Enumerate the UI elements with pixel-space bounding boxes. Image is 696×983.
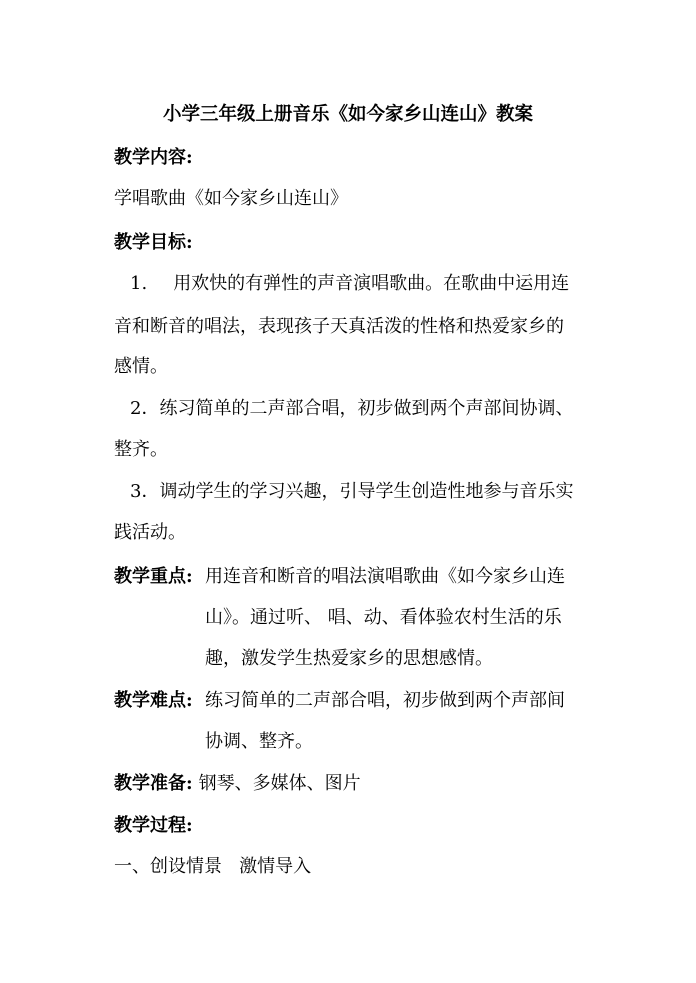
- goal-2-line-2: 整齐。: [114, 439, 168, 460]
- goal-1-line-3: 感情。: [114, 356, 168, 377]
- content-text: 学唱歌曲《如今家乡山连山》: [114, 188, 348, 209]
- preparation-heading: 教学准备:: [114, 773, 193, 794]
- goal-1-text: 用欢快的有弹性的声音演唱歌曲。在歌曲中运用连: [173, 273, 570, 294]
- goal-3-line-2: 践活动。: [114, 522, 186, 543]
- goals-heading: 教学目标:: [114, 232, 193, 253]
- goal-1-line-2: 音和断音的唱法，表现孩子天真活泼的性格和热爱家乡的: [114, 316, 564, 337]
- goal-3-line-1: 3．调动学生的学习兴趣，引导学生创造性地参与音乐实: [130, 481, 574, 502]
- key-points-heading: 教学重点:: [114, 566, 193, 587]
- key-points-line-3: 趣，激发学生热爱家乡的思想感情。: [205, 648, 493, 669]
- difficulty-heading: 教学难点:: [114, 690, 193, 711]
- document-title: 小学三年级上册音乐《如今家乡山连山》教案: [162, 104, 533, 125]
- preparation-line: [114, 772, 584, 796]
- goal-1-line-1: [130, 272, 600, 296]
- goal-2-line-1: 2．练习简单的二声部合唱，初步做到两个声部间协调、: [130, 398, 574, 419]
- preparation-text: 钢琴、多媒体、图片: [198, 773, 361, 794]
- process-heading: 教学过程:: [114, 815, 193, 836]
- difficulty-line-1: 练习简单的二声部合唱，初步做到两个声部间: [205, 690, 565, 711]
- key-points-line-1: 用连音和断音的唱法演唱歌曲《如今家乡山连: [205, 566, 565, 587]
- goal-1-number: 1.: [130, 273, 148, 294]
- difficulty-line-2: 协调、整齐。: [205, 731, 313, 752]
- process-step-1: 一、创设情景 激情导入: [114, 856, 312, 877]
- content-heading: 教学内容:: [114, 147, 193, 168]
- key-points-line-2: 山》。通过听、 唱、动、看体验农村生活的乐: [205, 607, 562, 628]
